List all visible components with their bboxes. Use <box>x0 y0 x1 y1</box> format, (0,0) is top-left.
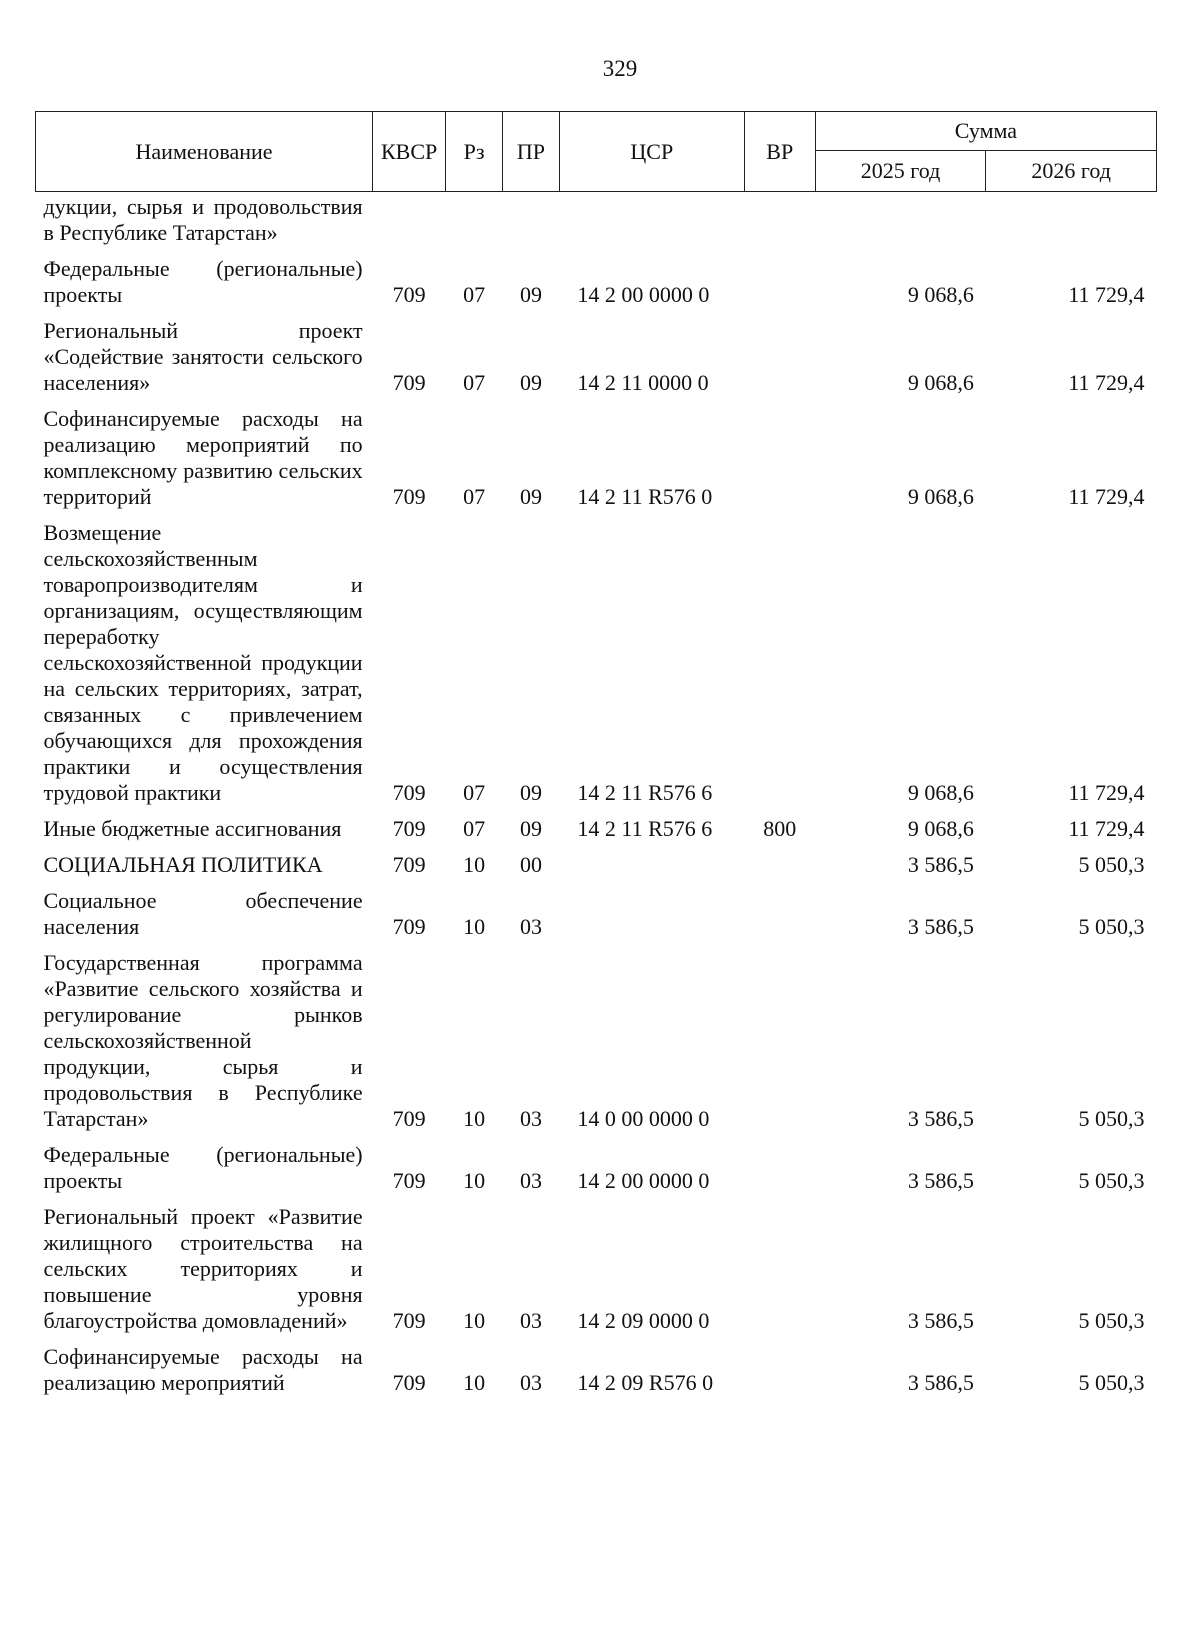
cell-name: дукции, сырья и продовольствия в Республике Татарстан» <box>43 194 363 245</box>
cell-2025: 3 586,5 <box>907 1370 974 1395</box>
cell-rz: 10 <box>463 852 486 877</box>
cell-2025: 9 068,6 <box>907 484 974 509</box>
table-row <box>36 308 1157 396</box>
cell-rz: 07 <box>463 370 486 395</box>
cell-kvsr: 709 <box>392 1168 426 1193</box>
cell-pr: 09 <box>519 370 542 395</box>
table-row <box>36 1132 1157 1194</box>
cell-rz: 10 <box>463 1106 486 1131</box>
table-row <box>36 192 1157 247</box>
cell-kvsr: 709 <box>392 282 426 307</box>
cell-name: Региональный проект «Развитие жилищного строительства на сельских территориях и повышение уровня благоустройства домовладений» <box>43 1204 363 1333</box>
cell-vr <box>744 1334 815 1396</box>
cell-vr <box>744 1194 815 1334</box>
cell-name: Государственная программа «Развитие сельского хозяйства и регулирование рынков сельскохозяйственной продукции, сырья и продовольствия в Республике Татарстан» <box>43 950 363 1131</box>
cell-name: Региональный проект «Содействие занятости сельского населения» <box>43 318 363 395</box>
cell-2025: 9 068,6 <box>907 370 974 395</box>
cell-kvsr: 709 <box>392 852 426 877</box>
table-row <box>36 396 1157 510</box>
cell-vr <box>744 192 815 247</box>
cell-csr: 14 2 00 0000 0 <box>577 282 710 307</box>
cell-2025: 9 068,6 <box>907 282 974 307</box>
cell-vr <box>744 246 815 308</box>
cell-pr: 09 <box>519 780 542 805</box>
cell-vr <box>744 510 815 806</box>
cell-vr <box>744 396 815 510</box>
cell-2026 <box>986 192 1157 247</box>
cell-name: Федеральные (региональные) проекты <box>43 256 363 307</box>
cell-name: Софинансируемые расходы на реализацию мероприятий по комплексному развитию сельских территорий <box>43 406 363 509</box>
cell-2026: 5 050,3 <box>1078 1308 1145 1333</box>
header-kvsr: КВСР <box>373 112 446 192</box>
cell-kvsr: 709 <box>392 1106 426 1131</box>
cell-2026: 5 050,3 <box>1078 1168 1145 1193</box>
page-number: 329 <box>602 56 638 81</box>
cell-2026: 11 729,4 <box>1068 780 1145 805</box>
cell-name: Социальное обеспечение населения <box>43 888 363 939</box>
table-row <box>36 878 1157 940</box>
cell-2025: 3 586,5 <box>907 1106 974 1131</box>
cell-pr <box>503 192 560 247</box>
cell-pr: 03 <box>519 1370 542 1395</box>
cell-vr <box>744 308 815 396</box>
cell-rz: 07 <box>463 484 486 509</box>
cell-csr: 14 2 11 R576 6 <box>577 780 713 805</box>
cell-name: Иные бюджетные ассигнования <box>43 816 342 841</box>
table-row <box>36 842 1157 878</box>
cell-name: СОЦИАЛЬНАЯ ПОЛИТИКА <box>43 852 323 877</box>
header-rz: Рз <box>446 112 503 192</box>
cell-2026: 11 729,4 <box>1068 816 1145 841</box>
table-body <box>36 192 1157 1397</box>
cell-2026: 11 729,4 <box>1068 484 1145 509</box>
cell-2026: 11 729,4 <box>1068 282 1145 307</box>
cell-kvsr: 709 <box>392 1370 426 1395</box>
cell-rz: 07 <box>463 816 486 841</box>
cell-csr: 14 2 09 0000 0 <box>577 1308 710 1333</box>
budget-table <box>35 111 1157 1396</box>
cell-name: Софинансируемые расходы на реализацию мероприятий <box>43 1344 363 1395</box>
cell-2026: 11 729,4 <box>1068 370 1145 395</box>
cell-rz: 07 <box>463 282 486 307</box>
cell-2026: 5 050,3 <box>1078 1106 1145 1131</box>
cell-csr: 14 2 09 R576 0 <box>577 1370 714 1395</box>
cell-kvsr: 709 <box>392 780 426 805</box>
cell-pr: 03 <box>519 1308 542 1333</box>
cell-vr <box>744 940 815 1132</box>
cell-2025: 9 068,6 <box>907 816 974 841</box>
table-row <box>36 510 1157 806</box>
cell-rz: 10 <box>463 1308 486 1333</box>
cell-pr: 03 <box>519 914 542 939</box>
cell-kvsr: 709 <box>392 914 426 939</box>
header-pr: ПР <box>503 112 560 192</box>
cell-vr <box>744 878 815 940</box>
cell-kvsr: 709 <box>392 484 426 509</box>
header-name: Наименование <box>36 112 373 192</box>
table-row <box>36 246 1157 308</box>
cell-kvsr: 709 <box>392 816 426 841</box>
cell-kvsr: 709 <box>392 1308 426 1333</box>
cell-csr: 14 2 00 0000 0 <box>577 1168 710 1193</box>
cell-csr: 14 0 00 0000 0 <box>577 1106 710 1131</box>
table-header <box>36 112 1157 192</box>
cell-kvsr: 709 <box>392 370 426 395</box>
header-year-2026: 2026 год <box>986 151 1157 192</box>
cell-vr <box>744 1132 815 1194</box>
cell-kvsr <box>373 192 446 247</box>
cell-pr: 09 <box>519 282 542 307</box>
cell-rz: 07 <box>463 780 486 805</box>
cell-2026: 5 050,3 <box>1078 914 1145 939</box>
cell-pr: 09 <box>519 816 542 841</box>
cell-csr <box>559 842 744 878</box>
header-csr: ЦСР <box>559 112 744 192</box>
cell-vr <box>744 842 815 878</box>
cell-pr: 03 <box>519 1168 542 1193</box>
cell-2025: 3 586,5 <box>907 1168 974 1193</box>
cell-vr: 800 <box>763 816 797 841</box>
header-sum: Сумма <box>815 112 1156 151</box>
cell-csr: 14 2 11 0000 0 <box>577 370 709 395</box>
cell-rz: 10 <box>463 914 486 939</box>
header-vr: ВР <box>744 112 815 192</box>
cell-rz: 10 <box>463 1370 486 1395</box>
cell-2025: 3 586,5 <box>907 914 974 939</box>
table-row <box>36 1334 1157 1396</box>
cell-csr: 14 2 11 R576 6 <box>577 816 713 841</box>
cell-pr: 09 <box>519 484 542 509</box>
cell-rz: 10 <box>463 1168 486 1193</box>
cell-pr: 00 <box>519 852 542 877</box>
cell-rz <box>446 192 503 247</box>
cell-2026: 5 050,3 <box>1078 852 1145 877</box>
cell-2025 <box>815 192 986 247</box>
cell-pr: 03 <box>519 1106 542 1131</box>
cell-2025: 9 068,6 <box>907 780 974 805</box>
cell-name: Федеральные (региональные) проекты <box>43 1142 363 1193</box>
cell-csr <box>559 878 744 940</box>
header-year-2025: 2025 год <box>815 151 986 192</box>
table-row <box>36 806 1157 842</box>
cell-name: Возмещение сельскохозяйственным товаропроизводителям и организациям, осуществляющим переработку сельскохозяйственной продукции на сельских территориях, затрат, связанных с привлечением обучающихся для прохождения практики и осуществления трудовой практики <box>43 520 363 805</box>
cell-2025: 3 586,5 <box>907 852 974 877</box>
cell-2025: 3 586,5 <box>907 1308 974 1333</box>
table-row <box>36 1194 1157 1334</box>
cell-2026: 5 050,3 <box>1078 1370 1145 1395</box>
cell-csr <box>559 192 744 247</box>
table-row <box>36 940 1157 1132</box>
cell-csr: 14 2 11 R576 0 <box>577 484 713 509</box>
